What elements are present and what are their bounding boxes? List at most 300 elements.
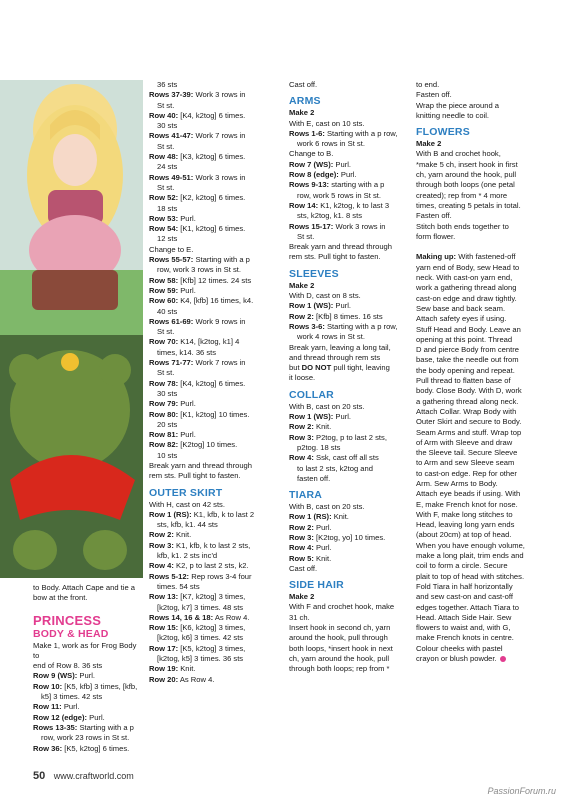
row-label: Rows 71-77: bbox=[149, 358, 194, 368]
pattern-line bbox=[149, 101, 281, 111]
line-text: edges together. Attach Tiara to bbox=[416, 602, 520, 612]
line-text: [K5, k2tog] 6 times. bbox=[62, 743, 130, 753]
line-text: ch, yarn around the hook, pull bbox=[289, 653, 390, 663]
pattern-line bbox=[416, 111, 548, 121]
pattern-line bbox=[149, 224, 281, 234]
pattern-line bbox=[149, 121, 281, 131]
line-text: Purl. bbox=[77, 671, 96, 681]
line-text: it loose. bbox=[289, 373, 316, 383]
line-text: work 4 rows in St st. bbox=[297, 332, 365, 342]
line-text: Pull thread to flatten base of bbox=[416, 376, 511, 386]
pattern-line bbox=[289, 242, 409, 252]
row-label: Row 1 (RS): bbox=[289, 512, 332, 522]
line-text: K2, p to last 2 sts, k2. bbox=[173, 561, 249, 571]
line-text: 18 sts bbox=[157, 203, 178, 213]
section-heading: FLOWERS bbox=[416, 126, 470, 139]
line-text: Purl. bbox=[338, 170, 357, 180]
line-text: Head, leaving long yarn ends bbox=[416, 520, 515, 530]
pattern-line bbox=[149, 675, 281, 685]
pattern-line bbox=[289, 129, 409, 139]
pattern-line bbox=[149, 500, 281, 510]
line-text: a gathering thread along neck. bbox=[416, 396, 519, 406]
pattern-line bbox=[149, 440, 281, 450]
pattern-line bbox=[149, 265, 281, 275]
line-text: Knit. bbox=[331, 512, 349, 522]
pattern-line bbox=[416, 469, 548, 479]
pattern-line bbox=[416, 592, 548, 602]
pattern-line bbox=[289, 139, 409, 149]
line-text: Knit. bbox=[173, 530, 192, 540]
row-label: Row 19: bbox=[149, 664, 179, 674]
pattern-line bbox=[149, 633, 281, 643]
pattern-line bbox=[416, 191, 548, 201]
pattern-line bbox=[149, 430, 281, 440]
pattern-line bbox=[149, 142, 281, 152]
pattern-line bbox=[289, 623, 409, 633]
line-text: K1, kfb, k to last 2 bbox=[191, 509, 255, 519]
row-label: Row 2: bbox=[289, 522, 314, 532]
row-label: Row 60: bbox=[149, 296, 179, 306]
line-text: 40 sts bbox=[157, 306, 178, 316]
pattern-line bbox=[33, 682, 141, 692]
line-text: 20 sts bbox=[157, 419, 178, 429]
line-text: [k2tog, k5] 3 times. 36 sts bbox=[157, 654, 244, 664]
line-text: As Row 4. bbox=[178, 674, 215, 684]
pattern-line bbox=[416, 273, 548, 283]
pattern-line bbox=[289, 464, 409, 474]
line-text: As Row 4. bbox=[213, 612, 250, 622]
pattern-line bbox=[416, 335, 548, 345]
pattern-line bbox=[33, 641, 141, 662]
line-text: to cast-on edge. Rep for other bbox=[416, 468, 517, 478]
line-text: make French knots in centre. bbox=[416, 633, 514, 643]
line-text: to Body. Attach Cape and tie a bbox=[33, 583, 136, 592]
row-label: Row 79: bbox=[149, 399, 179, 409]
pattern-line bbox=[416, 252, 548, 262]
pattern-line bbox=[149, 510, 281, 520]
line-text: K14, [k2tog, k1] 4 bbox=[178, 337, 240, 347]
line-text: Starting with a p bbox=[193, 255, 250, 265]
page-footer bbox=[33, 770, 134, 782]
pattern-line bbox=[416, 530, 548, 540]
line-text: base, take the needle out from bbox=[416, 355, 519, 365]
pattern-line bbox=[149, 399, 281, 409]
line-text: [k2tog, k6] 3 times. 42 sts bbox=[157, 633, 244, 643]
row-label: Row 3: bbox=[149, 540, 174, 550]
line-text: work 6 rows in St st. bbox=[297, 139, 365, 149]
pattern-line bbox=[149, 613, 281, 623]
row-label: Row 3: bbox=[289, 432, 314, 442]
row-label: Rows 37-39: bbox=[149, 90, 194, 100]
line-text: [K5, k2tog] 3 times, bbox=[178, 643, 246, 653]
line-text: E, make French knot for nose. bbox=[416, 499, 518, 509]
line-text: to last 2 sts, k2tog and bbox=[297, 463, 373, 473]
pattern-line bbox=[416, 263, 548, 273]
pattern-line bbox=[149, 307, 281, 317]
row-label: Row 12 (edge): bbox=[33, 712, 88, 722]
line-text: 24 sts bbox=[157, 162, 178, 172]
row-label: Row 4: bbox=[149, 561, 174, 571]
column-3 bbox=[289, 80, 409, 675]
line-text: P2tog, p to last 2 sts, bbox=[313, 432, 387, 442]
line-text: Purl. bbox=[333, 412, 352, 422]
line-text: With H, cast on 42 sts. bbox=[149, 499, 225, 509]
pattern-line bbox=[149, 379, 281, 389]
line-text: Wrap the piece around a bbox=[416, 100, 500, 110]
pattern-line bbox=[416, 355, 548, 365]
pattern-line bbox=[149, 286, 281, 296]
row-label: Row 78: bbox=[149, 378, 179, 388]
line-text: Purl. bbox=[313, 522, 332, 532]
line-text: With F, make long stitches to bbox=[416, 509, 513, 519]
line-text: Starting with a p bbox=[77, 722, 134, 732]
pattern-line bbox=[289, 633, 409, 643]
pattern-line bbox=[149, 162, 281, 172]
line-text: Work 3 rows in bbox=[333, 221, 386, 231]
line-text: fasten off. bbox=[297, 473, 331, 483]
line-text: [Kfb] 12 times. 24 sts bbox=[178, 275, 252, 285]
pattern-line bbox=[416, 211, 548, 221]
row-label: Row 13: bbox=[149, 592, 179, 602]
line-text: Starting with a p row, bbox=[324, 321, 398, 331]
pattern-line bbox=[289, 222, 409, 232]
pattern-line bbox=[289, 322, 409, 332]
pattern-line bbox=[289, 301, 409, 311]
line-text: Knit. bbox=[313, 553, 332, 563]
pattern-line bbox=[289, 554, 409, 564]
line-text: With F and crochet hook, make bbox=[289, 602, 395, 612]
row-label: Rows 61-69: bbox=[149, 316, 194, 326]
pattern-line bbox=[149, 592, 281, 602]
line-text: sts, k2tog, k1. 8 sts bbox=[297, 211, 362, 221]
line-text: starting with a p bbox=[329, 180, 385, 190]
pattern-line bbox=[416, 180, 548, 190]
line-text: row, work 23 rows in St st. bbox=[41, 733, 130, 743]
pattern-line bbox=[149, 358, 281, 368]
row-label: Row 4: bbox=[289, 543, 314, 553]
pattern-line bbox=[149, 90, 281, 100]
line-text: Purl. bbox=[333, 301, 352, 311]
row-label: Making up: bbox=[416, 252, 457, 262]
pattern-line bbox=[149, 623, 281, 633]
pattern-line bbox=[33, 744, 141, 754]
pattern-line bbox=[416, 458, 548, 468]
line-text: Colour cheeks with pastel bbox=[416, 643, 503, 653]
pattern-line bbox=[149, 368, 281, 378]
pattern-line bbox=[289, 373, 409, 383]
row-label: Row 17: bbox=[149, 643, 179, 653]
row-label: Rows 13-35: bbox=[33, 722, 78, 732]
pattern-line bbox=[149, 152, 281, 162]
line-text: Head. Attach Side Hair. Sew bbox=[416, 612, 512, 622]
row-label: Row 36: bbox=[33, 743, 63, 753]
pattern-line bbox=[289, 343, 409, 353]
pattern-line bbox=[33, 661, 141, 671]
pattern-line bbox=[416, 366, 548, 376]
pattern-line bbox=[289, 443, 409, 453]
pattern-line bbox=[149, 296, 281, 306]
pattern-line bbox=[149, 461, 281, 471]
page-number: 50 bbox=[33, 770, 46, 782]
pattern-line bbox=[416, 623, 548, 633]
row-label: Row 11: bbox=[33, 702, 62, 712]
line-text: St st. bbox=[157, 327, 175, 337]
pattern-line bbox=[416, 644, 548, 654]
line-text: Purl. bbox=[87, 712, 105, 722]
section-heading: TIARA bbox=[289, 489, 323, 502]
pattern-line bbox=[289, 312, 409, 322]
pattern-line bbox=[33, 583, 141, 593]
pattern-line bbox=[289, 412, 409, 422]
column-4 bbox=[416, 80, 548, 664]
line-text: Starting with a p row, bbox=[324, 128, 398, 138]
pattern-line bbox=[149, 245, 281, 255]
pattern-line bbox=[149, 173, 281, 183]
pattern-line bbox=[416, 520, 548, 530]
pattern-line bbox=[289, 211, 409, 221]
row-label: Row 10: bbox=[33, 681, 63, 691]
line-text: Purl. bbox=[313, 543, 332, 553]
line-text: [k2tog, k7] 3 times. 48 sts bbox=[157, 602, 244, 612]
row-label: Row 1 (RS): bbox=[149, 509, 192, 519]
pattern-line bbox=[289, 353, 409, 363]
line-text: 12 sts bbox=[157, 234, 178, 244]
pattern-line bbox=[289, 664, 409, 674]
line-text: the Sleeve tail. Secure Sleeve bbox=[416, 448, 518, 458]
pattern-line bbox=[149, 664, 281, 674]
row-label: Row 2: bbox=[149, 530, 174, 540]
pattern-line bbox=[33, 713, 141, 723]
pattern-line bbox=[149, 389, 281, 399]
pattern-line bbox=[416, 397, 548, 407]
line-text: [K1, k2tog] 10 times. bbox=[178, 409, 250, 419]
row-label: Row 59: bbox=[149, 285, 179, 295]
row-label: Row 15: bbox=[149, 623, 179, 633]
line-text: [K4, k2tog] 6 times. bbox=[178, 378, 246, 388]
pattern-line bbox=[149, 317, 281, 327]
pattern-line bbox=[149, 420, 281, 430]
pattern-line bbox=[289, 149, 409, 159]
pattern-line bbox=[149, 255, 281, 265]
line-text: row, work 3 rows in St st. bbox=[157, 265, 241, 275]
row-label: Row 80: bbox=[149, 409, 179, 419]
pattern-line bbox=[149, 214, 281, 224]
row-label: Row 2: bbox=[289, 311, 314, 321]
pattern-line bbox=[416, 561, 548, 571]
row-label: Rows 15-17: bbox=[289, 221, 334, 231]
pattern-line bbox=[149, 204, 281, 214]
pattern-line bbox=[33, 671, 141, 681]
line-text: K1, k2tog, k to last 3 bbox=[318, 200, 390, 210]
line-text: [K5, kfb] 3 times, [kfb, bbox=[62, 681, 138, 691]
website-link[interactable]: www.craftworld.com bbox=[53, 771, 134, 781]
pattern-line bbox=[416, 304, 548, 314]
line-text: With B, cast on 20 sts. bbox=[289, 401, 365, 411]
pattern-line bbox=[33, 733, 141, 743]
line-text: Work 7 rows in bbox=[193, 131, 246, 141]
pattern-line bbox=[149, 111, 281, 121]
watermark: PassionForum.ru bbox=[487, 786, 556, 796]
pattern-line bbox=[289, 543, 409, 553]
row-label: Row 48: bbox=[149, 152, 179, 162]
line-text: 36 sts bbox=[157, 80, 178, 89]
line-text: Rep rows 3-4 four bbox=[189, 571, 252, 581]
pattern-line bbox=[416, 149, 548, 159]
line-text: Attach eye beads if using. With bbox=[416, 489, 521, 499]
pattern-line bbox=[416, 90, 548, 100]
line-text: opening at this point. Thread bbox=[416, 334, 513, 344]
row-label: Row 81: bbox=[149, 430, 179, 440]
line-text: make a long plait, trim ends and bbox=[416, 551, 524, 561]
pattern-line bbox=[149, 572, 281, 582]
row-label: Row 7 (WS): bbox=[289, 159, 334, 169]
pattern-line bbox=[289, 201, 409, 211]
pattern-line bbox=[289, 332, 409, 342]
pattern-line bbox=[289, 613, 409, 623]
line-text: kfb, k1. 2 sts inc'd bbox=[157, 551, 218, 561]
line-text: Work 9 rows in bbox=[193, 316, 246, 326]
pattern-line bbox=[416, 500, 548, 510]
pattern-line bbox=[416, 572, 548, 582]
line-text: pull tight, leaving bbox=[331, 363, 390, 373]
line-text: k5] 3 times. 42 sts bbox=[41, 692, 103, 702]
line-text: plait to top of head with stitches. bbox=[416, 571, 525, 581]
column-2 bbox=[149, 80, 281, 685]
line-text: Purl. bbox=[178, 430, 196, 440]
row-label: Row 54: bbox=[149, 224, 179, 234]
line-text: Change to E. bbox=[149, 244, 194, 254]
row-label: Row 20: bbox=[149, 674, 179, 684]
line-text: flowers to waist and, with G, bbox=[416, 623, 511, 633]
line-text: *make 5 ch, insert hook in first bbox=[416, 159, 518, 169]
row-label: Row 8 (edge): bbox=[289, 170, 339, 180]
row-label: Row 14: bbox=[289, 200, 319, 210]
spacer bbox=[416, 242, 548, 252]
line-text: but bbox=[289, 363, 302, 373]
line-text: Fasten off. bbox=[416, 211, 452, 221]
line-text: Break yarn and thread through bbox=[149, 460, 253, 470]
line-text: ch, yarn around the hook, pull bbox=[416, 170, 517, 180]
line-text: Attach safety eyes if using. bbox=[416, 314, 507, 324]
line-text: With E, cast on 10 sts. bbox=[289, 118, 365, 128]
line-text: [K7, k2tog] 3 times, bbox=[178, 592, 246, 602]
row-label: Row 9 (WS): bbox=[33, 671, 78, 681]
row-label: Rows 1-6: bbox=[289, 128, 325, 138]
pattern-line bbox=[416, 633, 548, 643]
line-text: [K1, k2tog] 6 times. bbox=[178, 224, 246, 234]
section-heading: BODY & HEAD bbox=[33, 627, 109, 640]
pattern-line bbox=[33, 692, 141, 702]
pattern-line bbox=[149, 234, 281, 244]
line-text: times. 54 sts bbox=[157, 581, 200, 591]
line-text: Purl. bbox=[178, 399, 196, 409]
row-label: Rows 41-47: bbox=[149, 131, 194, 141]
section-heading: SLEEVES bbox=[289, 267, 339, 280]
row-label: Row 4: bbox=[289, 453, 314, 463]
pattern-line bbox=[416, 294, 548, 304]
row-label: Row 5: bbox=[289, 553, 314, 563]
make-count: Make 2 bbox=[289, 108, 315, 118]
line-text: bow at the front. bbox=[33, 593, 88, 603]
line-text: 30 sts bbox=[157, 388, 178, 398]
pattern-line bbox=[289, 644, 409, 654]
row-label: Rows 49-51: bbox=[149, 172, 194, 182]
section-heading: PRINCESS bbox=[33, 612, 102, 628]
line-text: rem sts. Pull tight to fasten. bbox=[149, 471, 241, 481]
line-text: Stitch both ends together to bbox=[416, 221, 509, 231]
pattern-line bbox=[416, 345, 548, 355]
line-text: Knit. bbox=[178, 664, 196, 674]
toy-photos bbox=[0, 80, 143, 578]
row-label: Row 2: bbox=[289, 422, 314, 432]
line-text: Work 7 rows in bbox=[193, 358, 246, 368]
pattern-line bbox=[289, 564, 409, 574]
pattern-line bbox=[289, 170, 409, 180]
line-text: end of Row 8. 36 sts bbox=[33, 661, 103, 671]
pattern-line bbox=[416, 160, 548, 170]
line-text: the body opening and repeat. bbox=[416, 365, 515, 375]
line-text: Arm. Sew Arms to Body. bbox=[416, 478, 498, 488]
section-heading: SIDE HAIR bbox=[289, 579, 344, 592]
pattern-line bbox=[289, 453, 409, 463]
line-text: work a gathering thread along bbox=[416, 283, 517, 293]
pattern-line bbox=[416, 489, 548, 499]
line-text: p2tog. 18 sts bbox=[297, 442, 341, 452]
pattern-line bbox=[416, 448, 548, 458]
row-label: Row 3: bbox=[289, 532, 314, 542]
pattern-line bbox=[416, 376, 548, 386]
pattern-line bbox=[416, 603, 548, 613]
line-text: Break yarn, leaving a long tail, bbox=[289, 342, 391, 352]
line-text: yarn end of Body, sew Head to bbox=[416, 262, 520, 272]
pattern-line bbox=[289, 191, 409, 201]
line-text: body. Close Body. With D, work bbox=[416, 386, 522, 396]
pattern-line bbox=[149, 561, 281, 571]
row-label: Row 40: bbox=[149, 110, 179, 120]
pattern-line bbox=[416, 551, 548, 561]
line-text: Knit. bbox=[313, 422, 332, 432]
line-text: (about 20cm) at top of head. bbox=[416, 530, 512, 540]
pattern-line bbox=[149, 183, 281, 193]
make-count: Make 2 bbox=[416, 139, 442, 149]
row-label: Row 70: bbox=[149, 337, 179, 347]
pattern-line bbox=[33, 593, 141, 603]
pattern-line bbox=[289, 402, 409, 412]
line-text: 31 ch. bbox=[289, 612, 310, 622]
pattern-line bbox=[289, 252, 409, 262]
pattern-line bbox=[149, 193, 281, 203]
pattern-line bbox=[289, 502, 409, 512]
line-text: Fold Tiara in half horizontally bbox=[416, 581, 513, 591]
pattern-line bbox=[416, 325, 548, 335]
pattern-line bbox=[149, 471, 281, 481]
line-text: [K3, k2tog] 6 times. bbox=[178, 152, 246, 162]
line-text: Seam Arms and stuff. Wrap top bbox=[416, 427, 522, 437]
line-text: St st. bbox=[157, 100, 175, 110]
pattern-line bbox=[149, 520, 281, 530]
line-text: When you have enough volume, bbox=[416, 540, 525, 550]
pattern-line bbox=[416, 407, 548, 417]
pattern-line bbox=[149, 644, 281, 654]
pattern-line bbox=[416, 479, 548, 489]
pattern-line bbox=[289, 291, 409, 301]
pattern-line bbox=[289, 523, 409, 533]
pattern-line bbox=[289, 160, 409, 170]
line-text: [K2, k2tog] 6 times. bbox=[178, 193, 246, 203]
pattern-line bbox=[289, 180, 409, 190]
line-text: Attach Collar. Wrap Body with bbox=[416, 406, 517, 416]
line-text: crayon or blush powder. bbox=[416, 654, 497, 664]
